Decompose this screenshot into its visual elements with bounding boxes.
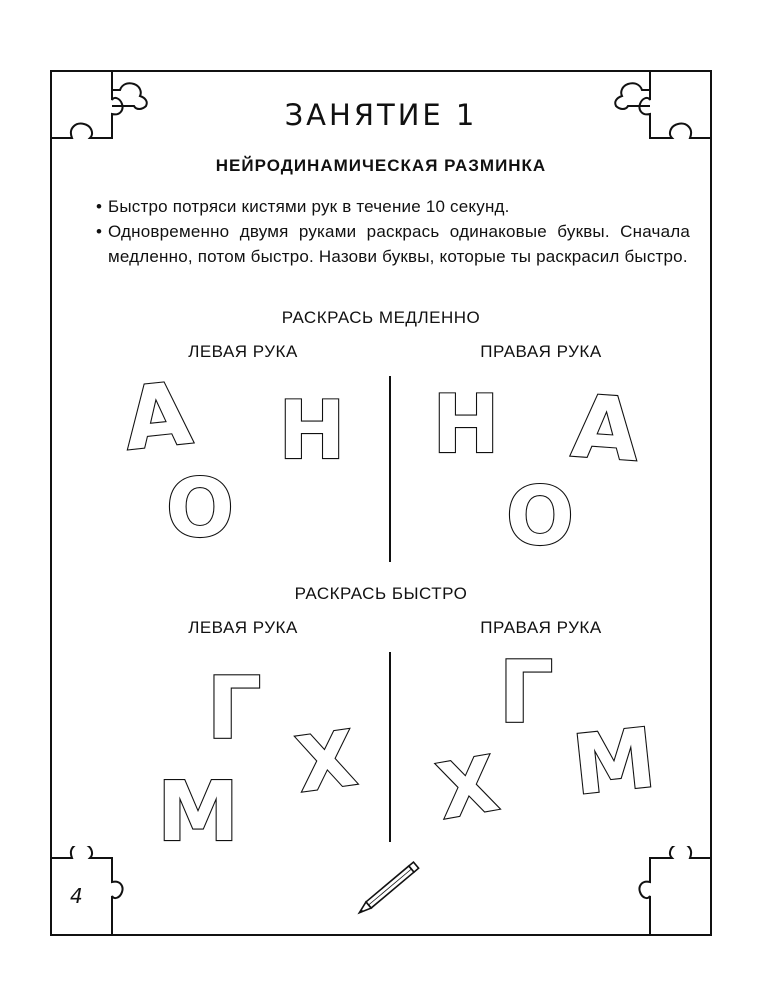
- slow-left-letter-n[interactable]: Н: [278, 384, 346, 477]
- fast-right-letter-g[interactable]: Г: [498, 643, 554, 743]
- slow-left-letter-o[interactable]: О: [165, 462, 235, 555]
- fast-left-letter-g[interactable]: Г: [206, 659, 262, 759]
- fast-right-letter-h[interactable]: Х: [430, 738, 505, 837]
- fast-right-letter-m[interactable]: М: [568, 710, 660, 814]
- fast-section-label: РАСКРАСЬ БЫСТРО: [294, 584, 468, 603]
- slow-right-hand-label: ПРАВАЯ РУКА: [480, 342, 602, 361]
- fast-left-letter-m[interactable]: М: [157, 765, 239, 860]
- slow-right-letter-a[interactable]: А: [568, 376, 643, 482]
- instruction-item-1: • Быстро потряси кистями рук в течение 10 секунд.: [96, 194, 690, 219]
- slow-right-letter-n[interactable]: Н: [432, 378, 500, 471]
- slow-left-letter-a[interactable]: А: [119, 363, 197, 471]
- slow-section-label: РАСКРАСЬ МЕДЛЕННО: [281, 308, 481, 327]
- fast-right-hand-label: ПРАВАЯ РУКА: [480, 618, 602, 637]
- pencil-icon: [357, 862, 419, 916]
- section-subtitle: НЕЙРОДИНАМИЧЕСКАЯ РАЗМИНКА: [215, 156, 547, 175]
- slow-left-hand-label: ЛЕВАЯ РУКА: [188, 342, 298, 361]
- page-number: 4: [70, 884, 83, 908]
- instruction-item-2: • Одновременно двумя руками раскрась одинаковые буквы. Сначала медленно, потом быстро. Назови буквы, которые ты раскрасил быстро.: [96, 219, 690, 269]
- fast-left-hand-label: ЛЕВАЯ РУКА: [188, 618, 298, 637]
- fast-left-letter-h[interactable]: Х: [290, 713, 362, 810]
- slow-right-letter-o[interactable]: О: [505, 470, 575, 563]
- page-title: ЗАНЯТИЕ 1: [284, 98, 478, 132]
